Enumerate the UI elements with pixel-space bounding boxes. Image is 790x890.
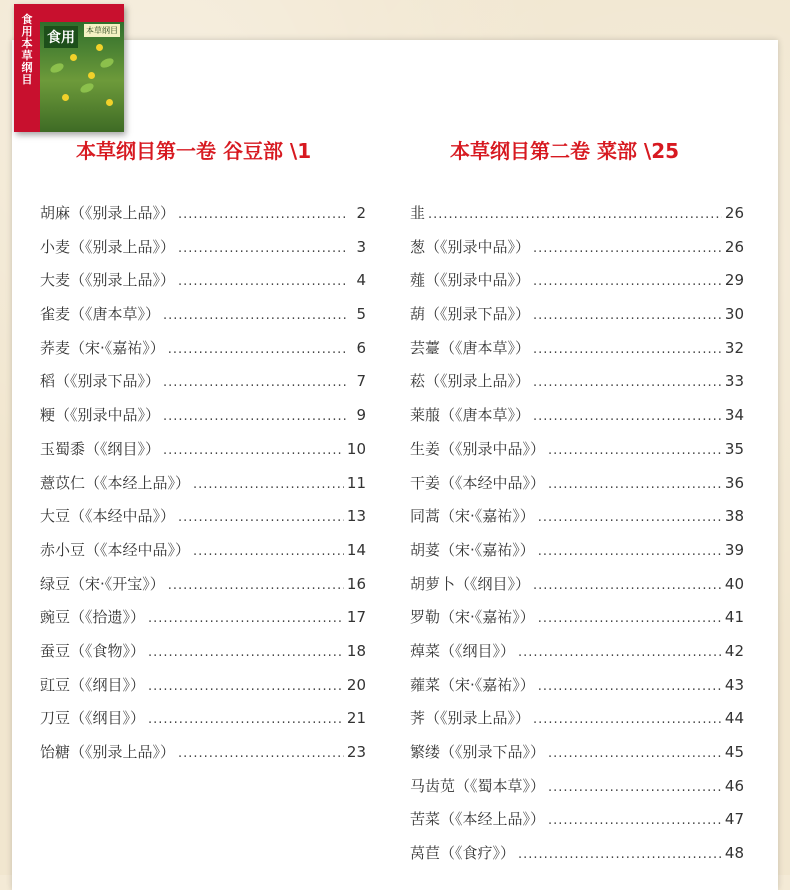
toc-entry-label: 玉蜀黍（《纲目》） bbox=[40, 439, 161, 458]
book-front-cover bbox=[40, 4, 124, 132]
toc-leader-dots bbox=[538, 510, 722, 525]
toc-leader-dots bbox=[533, 241, 722, 256]
toc-entry-label: 蔊菜（《纲目》） bbox=[410, 641, 516, 660]
toc-entry-page: 32 bbox=[724, 338, 744, 357]
toc-leader-dots bbox=[533, 274, 722, 289]
left-toc-list bbox=[40, 202, 366, 775]
toc-leader-dots bbox=[148, 712, 344, 727]
toc-entry[interactable] bbox=[410, 741, 744, 775]
flower-decoration bbox=[88, 72, 95, 79]
toc-entry-page: 36 bbox=[724, 473, 744, 492]
toc-entry[interactable] bbox=[410, 808, 744, 842]
toc-leader-dots bbox=[518, 847, 722, 862]
book-cover-thumbnail bbox=[14, 4, 124, 132]
toc-entry-label: 粳（《别录中品》） bbox=[40, 406, 161, 425]
toc-entry-page: 13 bbox=[346, 507, 366, 526]
toc-entry-page: 6 bbox=[356, 338, 366, 357]
toc-entry-label: 刀豆（《纲目》） bbox=[40, 709, 146, 728]
toc-entry[interactable] bbox=[40, 640, 366, 674]
toc-entry-label: 绿豆（宋·《开宝》） bbox=[40, 574, 165, 593]
toc-entry-page: 26 bbox=[724, 237, 744, 256]
toc-entry[interactable] bbox=[410, 303, 744, 337]
toc-entry-page: 43 bbox=[724, 675, 744, 694]
toc-entry[interactable] bbox=[410, 640, 744, 674]
flower-decoration bbox=[96, 44, 103, 51]
toc-entry-label: 雀麦（《唐本草》） bbox=[40, 305, 161, 324]
toc-entry-page: 11 bbox=[346, 473, 366, 492]
toc-entry[interactable] bbox=[40, 202, 366, 236]
toc-entry-label: 胡萝卜（《纲目》） bbox=[410, 574, 531, 593]
toc-entry-page: 21 bbox=[346, 709, 366, 728]
toc-entry-label: 莴苣（《食疗》） bbox=[410, 844, 516, 863]
toc-entry-label: 豇豆（《纲目》） bbox=[40, 675, 146, 694]
toc-leader-dots bbox=[548, 813, 722, 828]
leaf-decoration bbox=[99, 56, 115, 69]
flower-decoration bbox=[70, 54, 77, 61]
right-section-heading: 本草纲目第二卷 菜部 \25 bbox=[450, 139, 680, 163]
toc-leader-dots bbox=[548, 746, 722, 761]
toc-leader-dots bbox=[148, 611, 344, 626]
toc-entry[interactable] bbox=[40, 303, 366, 337]
flower-decoration bbox=[62, 94, 69, 101]
toc-entry[interactable] bbox=[410, 674, 744, 708]
toc-leader-dots bbox=[178, 241, 347, 256]
book-cover-subtitle: 本草纲目 bbox=[86, 26, 118, 35]
toc-leader-dots bbox=[168, 578, 344, 593]
toc-entry-label: 饴糖（《别录上品》） bbox=[40, 743, 176, 761]
toc-leader-dots bbox=[178, 274, 347, 289]
toc-entry-page: 30 bbox=[724, 305, 744, 324]
toc-entry-label: 菘（《别录上品》） bbox=[410, 372, 531, 391]
toc-entry-label: 薤（《别录中品》） bbox=[410, 271, 531, 290]
toc-leader-dots bbox=[163, 375, 347, 390]
toc-entry[interactable] bbox=[40, 707, 366, 741]
toc-leader-dots bbox=[538, 679, 722, 694]
toc-entry-page: 10 bbox=[346, 439, 366, 458]
toc-leader-dots bbox=[533, 375, 722, 390]
toc-entry[interactable] bbox=[410, 404, 744, 438]
toc-leader-dots bbox=[548, 780, 722, 795]
book-spine bbox=[14, 4, 40, 132]
toc-leader-dots bbox=[538, 544, 722, 559]
toc-entry-label: 生姜（《别录中品》） bbox=[410, 439, 546, 458]
toc-entry[interactable] bbox=[40, 539, 366, 573]
toc-entry[interactable] bbox=[410, 202, 744, 236]
toc-entry-label: 胡麻（《别录上品》） bbox=[40, 204, 176, 222]
toc-entry[interactable] bbox=[40, 741, 366, 775]
flower-decoration bbox=[106, 99, 113, 106]
toc-entry-page: 35 bbox=[724, 439, 744, 458]
toc-entry[interactable] bbox=[410, 337, 744, 371]
toc-entry[interactable] bbox=[40, 674, 366, 708]
toc-entry-label: 稻（《别录下品》） bbox=[40, 372, 161, 391]
toc-entry[interactable] bbox=[410, 370, 744, 404]
toc-entry-label: 豌豆（《拾遗》） bbox=[40, 608, 146, 627]
leaf-decoration bbox=[49, 61, 65, 74]
toc-entry[interactable] bbox=[40, 472, 366, 506]
toc-entry-page: 38 bbox=[724, 507, 744, 526]
toc-entry-label: 小麦（《别录上品》） bbox=[40, 237, 176, 256]
toc-entry-page: 14 bbox=[346, 540, 366, 559]
toc-entry[interactable] bbox=[40, 236, 366, 270]
toc-entry[interactable] bbox=[410, 539, 744, 573]
toc-entry-label: 马齿苋（《蜀本草》） bbox=[410, 776, 546, 795]
toc-entry-page: 42 bbox=[724, 641, 744, 660]
toc-entry[interactable] bbox=[410, 573, 744, 607]
toc-entry[interactable] bbox=[40, 370, 366, 404]
toc-entry-label: 同蒿（宋·《嘉祐》） bbox=[410, 507, 535, 526]
toc-entry-page: 2 bbox=[356, 204, 366, 222]
toc-entry[interactable] bbox=[410, 438, 744, 472]
toc-entry-page: 3 bbox=[356, 237, 366, 256]
toc-entry[interactable] bbox=[410, 775, 744, 809]
toc-leader-dots bbox=[533, 342, 722, 357]
toc-leader-dots bbox=[533, 308, 722, 323]
toc-leader-dots bbox=[148, 679, 344, 694]
toc-leader-dots bbox=[168, 342, 347, 357]
toc-leader-dots bbox=[428, 207, 722, 222]
toc-entry-label: 大豆（《本经中品》） bbox=[40, 507, 176, 526]
toc-entry-page: 26 bbox=[724, 204, 744, 222]
toc-entry-label: 芸薹（《唐本草》） bbox=[410, 338, 531, 357]
toc-leader-dots bbox=[163, 308, 347, 323]
toc-entry[interactable] bbox=[410, 472, 744, 506]
toc-leader-dots bbox=[533, 578, 722, 593]
toc-leader-dots bbox=[163, 409, 347, 424]
toc-entry-page: 4 bbox=[356, 271, 366, 290]
toc-entry-label: 干姜（《本经中品》） bbox=[410, 473, 546, 492]
toc-entry-label: 荞麦（宋·《嘉祐》） bbox=[40, 338, 165, 357]
toc-entry-page: 41 bbox=[724, 608, 744, 627]
toc-entry[interactable] bbox=[40, 573, 366, 607]
toc-entry-page: 48 bbox=[724, 844, 744, 863]
toc-entry-page: 7 bbox=[356, 372, 366, 391]
toc-leader-dots bbox=[533, 409, 722, 424]
toc-entry-page: 33 bbox=[724, 372, 744, 391]
toc-leader-dots bbox=[548, 443, 722, 458]
toc-entry-label: 蕹菜（宋·《嘉祐》） bbox=[410, 675, 535, 694]
toc-leader-dots bbox=[193, 544, 344, 559]
toc-entry-page: 40 bbox=[724, 574, 744, 593]
toc-entry-label: 赤小豆（《本经中品》） bbox=[40, 540, 191, 559]
right-toc-list bbox=[410, 202, 744, 876]
toc-leader-dots bbox=[178, 510, 344, 525]
toc-entry[interactable] bbox=[40, 606, 366, 640]
toc-entry-label: 葱（《别录中品》） bbox=[410, 237, 531, 256]
toc-leader-dots bbox=[163, 443, 344, 458]
toc-entry[interactable] bbox=[40, 337, 366, 371]
toc-leader-dots bbox=[178, 746, 344, 761]
toc-entry[interactable] bbox=[40, 438, 366, 472]
toc-entry-label: 罗勒（宋·《嘉祐》） bbox=[410, 608, 535, 627]
toc-leader-dots bbox=[548, 477, 722, 492]
toc-entry[interactable] bbox=[410, 505, 744, 539]
toc-entry[interactable] bbox=[410, 606, 744, 640]
toc-entry-page: 20 bbox=[346, 675, 366, 694]
toc-entry[interactable] bbox=[410, 269, 744, 303]
toc-leader-dots bbox=[538, 611, 722, 626]
toc-entry-page: 29 bbox=[724, 271, 744, 290]
toc-entry[interactable] bbox=[410, 236, 744, 270]
toc-entry-page: 18 bbox=[346, 641, 366, 660]
toc-entry-page: 45 bbox=[724, 743, 744, 761]
toc-entry-page: 46 bbox=[724, 776, 744, 795]
toc-entry-label: 苦菜（《本经上品》） bbox=[410, 810, 546, 829]
toc-leader-dots bbox=[148, 645, 344, 660]
toc-entry-label: 大麦（《别录上品》） bbox=[40, 271, 176, 290]
toc-entry-page: 17 bbox=[346, 608, 366, 627]
toc-entry-label: 蚕豆（《食物》） bbox=[40, 641, 146, 660]
toc-entry-page: 44 bbox=[724, 709, 744, 728]
toc-entry-label: 葫（《别录下品》） bbox=[410, 305, 531, 324]
toc-entry-label: 荠（《别录上品》） bbox=[410, 709, 531, 728]
toc-leader-dots bbox=[178, 207, 347, 222]
toc-entry-label: 薏苡仁（《本经上品》） bbox=[40, 473, 191, 492]
toc-entry-page: 39 bbox=[724, 540, 744, 559]
toc-entry[interactable] bbox=[40, 505, 366, 539]
toc-entry-page: 23 bbox=[346, 743, 366, 761]
toc-entry-label: 莱菔（《唐本草》） bbox=[410, 406, 531, 425]
toc-entry[interactable] bbox=[410, 707, 744, 741]
toc-leader-dots bbox=[518, 645, 722, 660]
toc-entry-page: 16 bbox=[346, 574, 366, 593]
toc-entry-page: 9 bbox=[356, 406, 366, 425]
toc-entry-label: 韭 bbox=[410, 204, 426, 222]
toc-entry[interactable] bbox=[410, 842, 744, 876]
toc-entry[interactable] bbox=[40, 404, 366, 438]
toc-entry-label: 胡荽（宋·《嘉祐》） bbox=[410, 540, 535, 559]
toc-entry-label: 繁缕（《别录下品》） bbox=[410, 743, 546, 761]
book-cover-title: 食用 bbox=[44, 26, 78, 48]
leaf-decoration bbox=[79, 81, 95, 94]
toc-entry-page: 34 bbox=[724, 406, 744, 425]
toc-entry[interactable] bbox=[40, 269, 366, 303]
toc-entry-page: 5 bbox=[356, 305, 366, 324]
toc-leader-dots bbox=[193, 477, 344, 492]
toc-entry-page: 47 bbox=[724, 810, 744, 829]
book-spine-title: 食用本草纲目 bbox=[21, 13, 33, 86]
toc-leader-dots bbox=[533, 712, 722, 727]
left-section-heading: 本草纲目第一卷 谷豆部 \1 bbox=[76, 139, 312, 163]
